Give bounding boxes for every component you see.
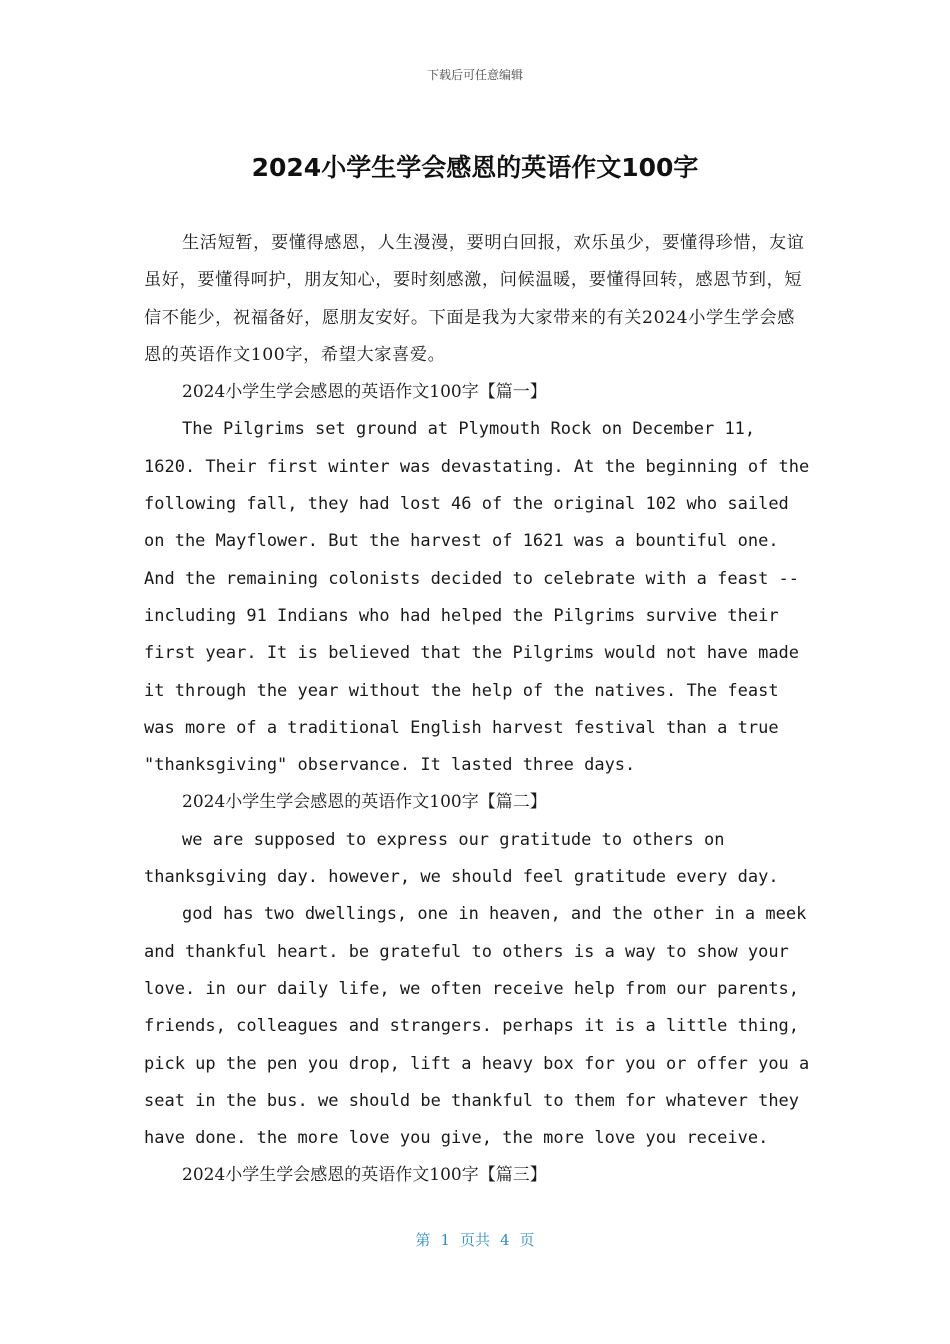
intro-paragraph: 生活短暂，要懂得感恩，人生漫漫，要明白回报，欢乐虽少，要懂得珍惜，友谊虽好，要懂得呵护，朋友知心，要时刻感激，问候温暖，要懂得回转，感恩节到，短信不能少，祝福备好，愿朋友安好。下面是我为大家带来的有关2024小学生学会感恩的英语作文100字，希望大家喜爱。 [144,233,805,365]
section-heading-3: 2024小学生学会感恩的英语作文100字【篇三】 [182,1165,547,1186]
section-1-paragraph-1: The Pilgrims set ground at Plymouth Rock on December 11, 1620. Their first winter was devastating. At the beginning of the following fall, they had lost 46 of the original 102 who sailed on the Mayflower. But the harvest of 1621 was a bountiful one. And the remaining colonists decided to celebrate with a feast -- including 91 Indians who had helped the Pilgrims survive their first year. It is believed that the Pilgrims would not have made it through the year without the help of the natives. The feast was more of a traditional English harvest festival than a true "thanksgiving" observance. It lasted three days. [144,419,810,776]
section-2-paragraph-1: we are supposed to express our gratitude to others on thanksgiving day. however, we should feel gratitude every day. [144,829,779,888]
document-title: 2024小学生学会感恩的英语作文100字 [251,153,699,182]
section-heading-2: 2024小学生学会感恩的英语作文100字【篇二】 [182,792,547,813]
section-2-paragraph-2: god has two dwellings, one in heaven, and the other in a meek and thankful heart. be grateful to others is a way to show your love. in our daily life, we often receive help from our parents, friends, colleagues and strangers. perhaps it is a little thing, pick up the pen you drop, lift a heavy box for you or offer you a seat in the bus. we should be thankful to them for whatever they have done. the more love you give, the more love you receive. [144,904,810,1149]
footer-total-pages: 4 [500,1231,510,1249]
footer-page-suffix: 页 [519,1231,535,1249]
footer-page-of: 页共 [459,1231,490,1249]
section-heading-1: 2024小学生学会感恩的英语作文100字【篇一】 [182,382,547,403]
footer-page-label: 第 [415,1231,431,1249]
footer-page-number: 1 [440,1231,450,1249]
header-note: 下载后可任意编辑 [426,68,523,82]
document-body [144,225,810,1195]
page-footer [0,1229,950,1250]
